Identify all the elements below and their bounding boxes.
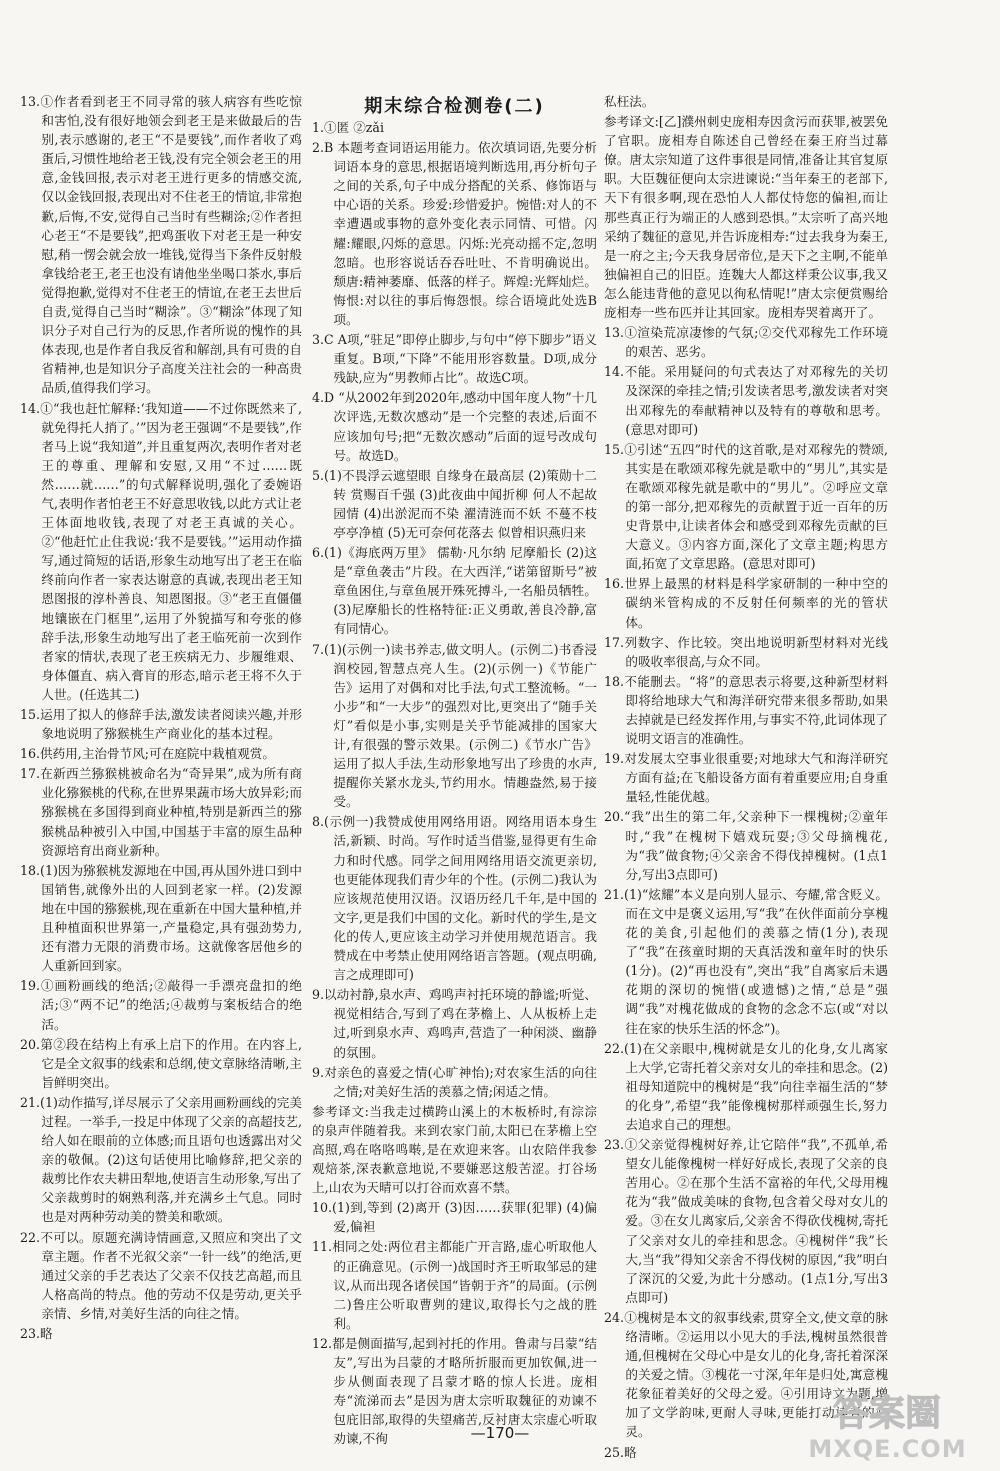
- answer-item: 5.(1)不畏浮云遮望眼 自缘身在最高层 (2)策勋十二转 赏赐百千强 (3)此夜曲中闻折柳 何人不起故园情 (4)出淤泥而不染 濯清涟而不妖 不蔓不枝 亭亭净植 (5)无可奈何花落去 似曾相识燕归来: [312, 467, 597, 540]
- answer-item: 21.(1)动作描写,详尽展示了父亲用画粉画线的完美过程。一举手,一投足中体现了父亲的高超技艺,给人如在眼前的立体感;而且语句也透露出对父亲的敬佩。(2)这句话使用比喻修辞,把父亲的裁剪比作农夫耕田犁地,使语言生动形象,写出了父亲裁剪时的娴熟利落,并充满乡土气息。同时也是对两种劳动美的赞美和歌颂。: [20, 1094, 302, 1225]
- answer-item: 11.相同之处:两位君主都能广开言路,虚心听取他人的正确意见。(示例一)战国时齐王听取邹忌的建议,从而出现各诸侯国“皆朝于齐”的局面。(示例二)鲁庄公听取曹刿的建议,取得长勺之战的胜利。: [312, 1239, 597, 1331]
- answer-item: 20.“我”出生的第二年,父亲种下一棵槐树;②童年时,“我”在槐树下嬉戏玩耍;③父母摘槐花,为“我”做食物;④父亲舍不得伐掉槐树。(1点1分,写出3点即可): [604, 809, 888, 882]
- answer-item: 18.(1)因为猕猴桃发源地在中国,再从国外进口到中国销售,就像外出的人回到老家一样。(2)发源地在中国的猕猴桃,现在重新在中国大量种植,并且种植面积世界第一,产量稳定,具有强劲势力,还有潜力无限的消费市场。这就像客居他乡的人重新回到家。: [20, 862, 302, 974]
- watermark-logo: [795, 1385, 980, 1463]
- answer-item: 13.①渲染荒凉凄惨的气氛;②交代邓稼先工作环境的艰苦、恶劣。: [604, 325, 888, 360]
- watermark-site: MXQE.COM: [808, 1435, 967, 1463]
- answer-item: 7.(1)(示例一)读书养志,做文明人。(示例二)书香浸润校园,智慧点亮人生。(2)(示例一)《节能广告》运用了对偶和对比手法,句式工整流畅。“一小步”和“一大步”的强烈对比,更突出了“随手关灯”看似是小事,实则是关乎节能减排的国家大计,有很强的警示效果。(示例二)《节水广告》运用了拟人手法,生动形象地写出了珍贵的水声,提醒你关紧水龙头,节约用水。情趣盎然,易于接受。: [312, 641, 597, 810]
- answer-item: 19.对发展太空事业很重要;对地球大气和海洋研究方面有益;在飞船设备方面有着重要应用;自身重量轻,性能优越。: [604, 751, 888, 805]
- answer-item: 私枉法。: [604, 94, 655, 109]
- answer-item: 24.①槐树是本文的叙事线索,贯穿全文,使文章的脉络清晰。②运用以小见大的手法,槐树虽然很普通,但槐树在父母心中是女儿的化身,寄托着深深的关爱之情。③槐花一寸深,年年是归处,寓意槐花象征着美好的父母之爱。④引用诗文为题,增加了文学韵味,更耐人寻味,更能打动读者的心灵。: [604, 1309, 888, 1440]
- answer-item: 8.(示例一)我赞成使用网络用语。网络用语本身生活,新颖、时尚。写作时适当借鉴,显得更有生命力和时代感。同学之间用网络用语交流更亲切,也更能体现我们青少年的个性。(示例二)我认为应该规范使用汉语。汉语历经几千年,是中国的文字,更是我们中国的文化。新时代的学生,是文化的传人,更应该主动学习并使用规范语言。我赞成在中考禁止使用网络语言答题。(观点明确,言之成理即可): [312, 814, 597, 983]
- answer-item: 3.C A项,“驻足”即停止脚步,与句中“停下脚步”语义重复。B项,“下降”不能用形容数量。D项,成分残缺,应为“男教师占比”。故选C项。: [312, 332, 597, 386]
- answer-item: 22.(1)在父亲眼中,槐树就是女儿的化身,女儿离家上大学,它寄托着父亲对女儿的牵挂和思念。(2)祖母知道院中的槐树是“我”向往幸福生活的“梦的化身”,希望“我”能像槐树那样顽强生长,努力去追求自己的理想。: [604, 1040, 888, 1132]
- answer-item: 14.不能。采用疑问的句式表达了对邓稼先的关切及深深的牵挂之情;引发读者思考,激发读者对突出邓稼先的奉献精神以及特有的尊敬和思考。(意思对即可): [604, 364, 888, 437]
- answer-item: 4.D “从2002年到2020年,感动中国年度人物”十几次评选,无数次感动”是一个完整的表述,后面不应该加句号;把“无数次感动”后面的逗号改成句号。故选D。: [312, 390, 597, 463]
- page-title: 期末综合检测卷(二): [364, 96, 545, 117]
- watermark-graphic: [795, 1385, 980, 1435]
- answer-item: 16.供药用,主治骨节风;可在庭院中栽植观赏。: [20, 746, 275, 762]
- answer-item: 6.(1)《海底两万里》 儒勒·凡尔纳 尼摩船长 (2)这是“章鱼袭击”片段。在大西洋,“诺第留斯号”被章鱼困住,与章鱼展开殊死搏斗,一名船员牺牲。(3)尼摩船长的性格特征:正义勇敢,善良冷静,富有同情心。: [312, 545, 597, 637]
- answer-item: 20.第②段在结构上有承上启下的作用。在内容上,它是全文叙事的线索和总纲,使文章脉络清晰,主旨鲜明突出。: [20, 1036, 302, 1090]
- answer-item: 21.(1)“炫耀”本义是向别人显示、夸耀,常含贬义。而在文中是褒义运用,写“我”在伙伴面前分享槐花的美食,引起他们的羡慕之情(1分),表现了“我”在孩童时期的天真活泼和童年时的快乐(1分)。(2)“再也没有”,突出“我”自离家后未遇花期的深切的惋惜(或遗憾)之情,“总是”强调“我”对槐花做成的食物的念念不忘(或“对以往在家的快乐生活的怀念”)。: [604, 886, 888, 1036]
- answer-item: 23.略: [20, 1326, 53, 1341]
- answer-item: 9.以动衬静,泉水声、鸡鸣声衬托环境的静谧;听觉、视觉相结合,写到了鸡在茅檐上、人从板桥上走过,听到泉水声、鸡鸣声,营造了一种闲淡、幽静的氛围。: [312, 987, 597, 1060]
- answer-item: 18.不能删去。“将”的意思表示将要,这种新型材料即将给地球大气和海洋研究带来很多帮助,如果去掉就是已经发挥作用,与事实不符,此词体现了说明文语言的准确性。: [604, 673, 888, 747]
- answer-item: 15.①引述“五四”时代的这首歌,是对邓稼先的赞颂,其实是在歌颂邓稼先就是歌中的“男儿”,其实是在歌颂邓稼先就是歌中的“男儿”。②呼应文章的第一部分,把邓稼先的贡献置于近一百年的历史背景中,让读者体会和感受到邓稼先贡献的巨大意义。③内容方面,深化了文章主题;构思方面,拓宽了文章思路。(意思对即可): [604, 441, 888, 572]
- answer-item: 12.都是侧面描写,起到衬托的作用。鲁肃与吕蒙“结友”,写出为吕蒙的才略所折服而更加钦佩,进一步从侧面表现了吕蒙才略的惊人长进。庞相寿“流涕而去”是因为唐太宗听取魏征的劝谏不包庇旧部,取得的失望痛苦,反衬唐太宗虚心听取劝谏,不徇: [312, 1335, 597, 1447]
- answer-item: 15.运用了拟人的修辞手法,激发读者阅读兴趣,并形象地说明了猕猴桃生产商业化的基本过程。: [20, 707, 302, 742]
- answer-item: 16.世界上最黑的材料是科学家研制的一种中空的碳纳米管构成的不反射任何频率的光的管状体。: [604, 576, 888, 630]
- answer-item: 25.略: [604, 1444, 637, 1460]
- answer-item: 19.①画粉画线的绝活;②敲得一手漂亮盘扣的绝活;③“两不记”的绝活;④裁剪与案板结合的绝活。: [20, 978, 302, 1032]
- answer-item: 2.B 本题考查词语运用能力。依次填词语,先要分析词语本身的意思,根据语境判断选用,再分析句子之间的关系,句子中成分搭配的关系、修饰语与中心语的关系。珍爱:珍惜爱护。惋惜:对人的不幸遭遇或事物的意外变化表示同情、可惜。闪耀:耀眼,闪烁的意思。闪烁:光亮动摇不定,忽明忽暗。也形容说话吞吞吐吐、不肯明确说出。颓唐:精神萎靡、低落的样子。辉煌:光辉灿烂。悔恨:对以往的事后悔怨恨。综合语境此处选B项。: [312, 140, 597, 327]
- svg-text:答案圈: 答案圈: [832, 1393, 942, 1434]
- answer-item: 17.列数字、作比较。突出地说明新型材料对光线的吸收率很高,与众不同。: [604, 634, 888, 669]
- left-column: [20, 92, 302, 1344]
- answer-item: 9.对亲色的喜爱之情(心旷神怡);对农家生活的向往之情;对美好生活的羡慕之情;闲适之情。: [312, 1064, 597, 1099]
- answer-item: 参考译文:当我走过横跨山溪上的木板桥时,有淙淙的泉声伴随着我。来到农家门前,太阳已在茅檐上空高照,鸡在咯咯鸣啭,是在欢迎来客。山农陪伴我参观焙茶,深表歉意地说,不要嫌恶这般苦涩。打谷场上,山农为天晴可以打谷而欢喜不禁。: [312, 1103, 597, 1196]
- right-column: [604, 92, 888, 1463]
- answer-item: 1.①匿 ②zǎi: [312, 120, 384, 135]
- answer-item: 23.①父亲觉得槐树好养,让它陪伴“我”,不孤单,希望女儿能像槐树一样好好成长,表现了父亲的良苦用心。②在那个生活不富裕的年代,父母用槐花为“我”做成美味的食物,包含着父母对女儿的爱。③在女儿离家后,父亲舍不得砍伐槐树,寄托了父亲对女儿的牵挂和思念。④槐树伴“我”长大,当“我”得知父亲舍不得伐树的原因,“我”明白了深沉的父爱,为此十分感动。(1点1分,写出3点即可): [604, 1137, 888, 1305]
- answer-item: 10.(1)到,等到 (2)离开 (3)因……获罪(犯罪) (4)偏爱,偏袒: [312, 1200, 597, 1235]
- answer-item: 17.在新西兰猕猴桃被命名为“奇异果”,成为所有商业化猕猴桃的代称,在世界果蔬市场大放异彩;而猕猴桃在多国得到商业种植,特别是新西兰的猕猴桃品种被引入中国,中国基于丰富的原生品种资源培育出商业新种。: [20, 766, 302, 858]
- answer-item: 22.不可以。原题充满诗情画意,又照应和突出了文章主题。作者不光叙父亲“一针一线”的绝活,更通过父亲的手艺表达了父亲不仅技艺高超,而且人格高尚的特点。他的劳动不仅是劳动,更关乎亲情、乡情,对美好生活的向往之情。: [20, 1229, 302, 1321]
- answer-item: 13.①作者看到老王不同寻常的骇人病容有些吃惊和害怕,没有很好地领会到老王是来做最后的告别,表示感谢的,老王“不是要钱”,而作者收了鸡蛋后,习惯性地给老王钱,没有完全领会老王的用意,金钱回报,表示对老王进行更多的情感交流,仅以金钱回报,表现出对不住老王的情谊,非常抱歉,后悔,不安,觉得自己当时有些糊涂;②作者担心老王“不是要钱”,把鸡蛋收下对老王是一种安慰,稍一愣会就会放一堆钱,觉得当下条件反射般拿钱给老王,老王也没有请他坐坐喝口茶水,事后觉得抱歉,觉得对不住老王的情谊,在老王去世后自责,觉得自己当时“糊涂”。③“糊涂”体现了知识分子对自己行为的反思,作者所说的愧怍的具体表现,也是作者自我反省和解剖,具有可贵的自省精神,也是知识分子高度关注社会的一种高贵品质,值得我们学习。: [20, 94, 302, 396]
- page-number: —170—: [470, 1424, 530, 1442]
- middle-column: [312, 118, 597, 1449]
- answer-item: 参考译文:[乙]濮州刺史庞相寿因贪污而获罪,被罢免了官职。庞相寿自陈述自己曾经在秦王府当过幕僚。唐太宗知道了这件事很是同情,准备让其官复原职。大臣魏征便向太宗进谏说:“当年秦王的老部下,天下有很多啊,现在恐怕人人都仗恃您的偏袒,而让那些真正行为端正的人感到恐惧。”太宗听了高兴地采纳了魏征的意见,并告诉庞相寿:“过去我身为秦王,是一府之主;今天我身居帝位,是天下之主啊,不能单独偏袒自己的旧臣。连魏大人都这样秉公议事,我又怎么能违背他的意见以徇私情呢!”唐太宗便赏赐给庞相寿一些布匹并让其回家。庞相寿哭着离开了。: [604, 114, 888, 321]
- answer-item: 14.①“我也赶忙解释:‘我知道——不过你既然来了,就免得托人捎了。’”因为老王强调“不是要钱”,作者马上说“我知道”,并且重复两次,表明作者对老王的尊重、理解和安慰,又用“不过……既然……就……”的句式解释说明,强化了委婉语气,表明作者怕老王不好意思收钱,以此方式让老王体面地收钱,表现了对老王真诚的关心。②“他赶忙止住我说:‘我不是要钱。’”运用动作描写,通过简短的话语,形象生动地写出了老王在临终前向作者一家表达谢意的真诚,表现出老王知恩图报的淳朴善良、知恩图报。③“老王直僵僵地镶嵌在门框里”,运用了外貌描写和夸张的修辞手法,形象生动地写出了老王临死前一次到作者家的情状,表现了老王疾病无力、步履维艰、身体僵直、病入膏肓的形态,暗示老王将不久于人世。(任选其二): [20, 400, 302, 702]
